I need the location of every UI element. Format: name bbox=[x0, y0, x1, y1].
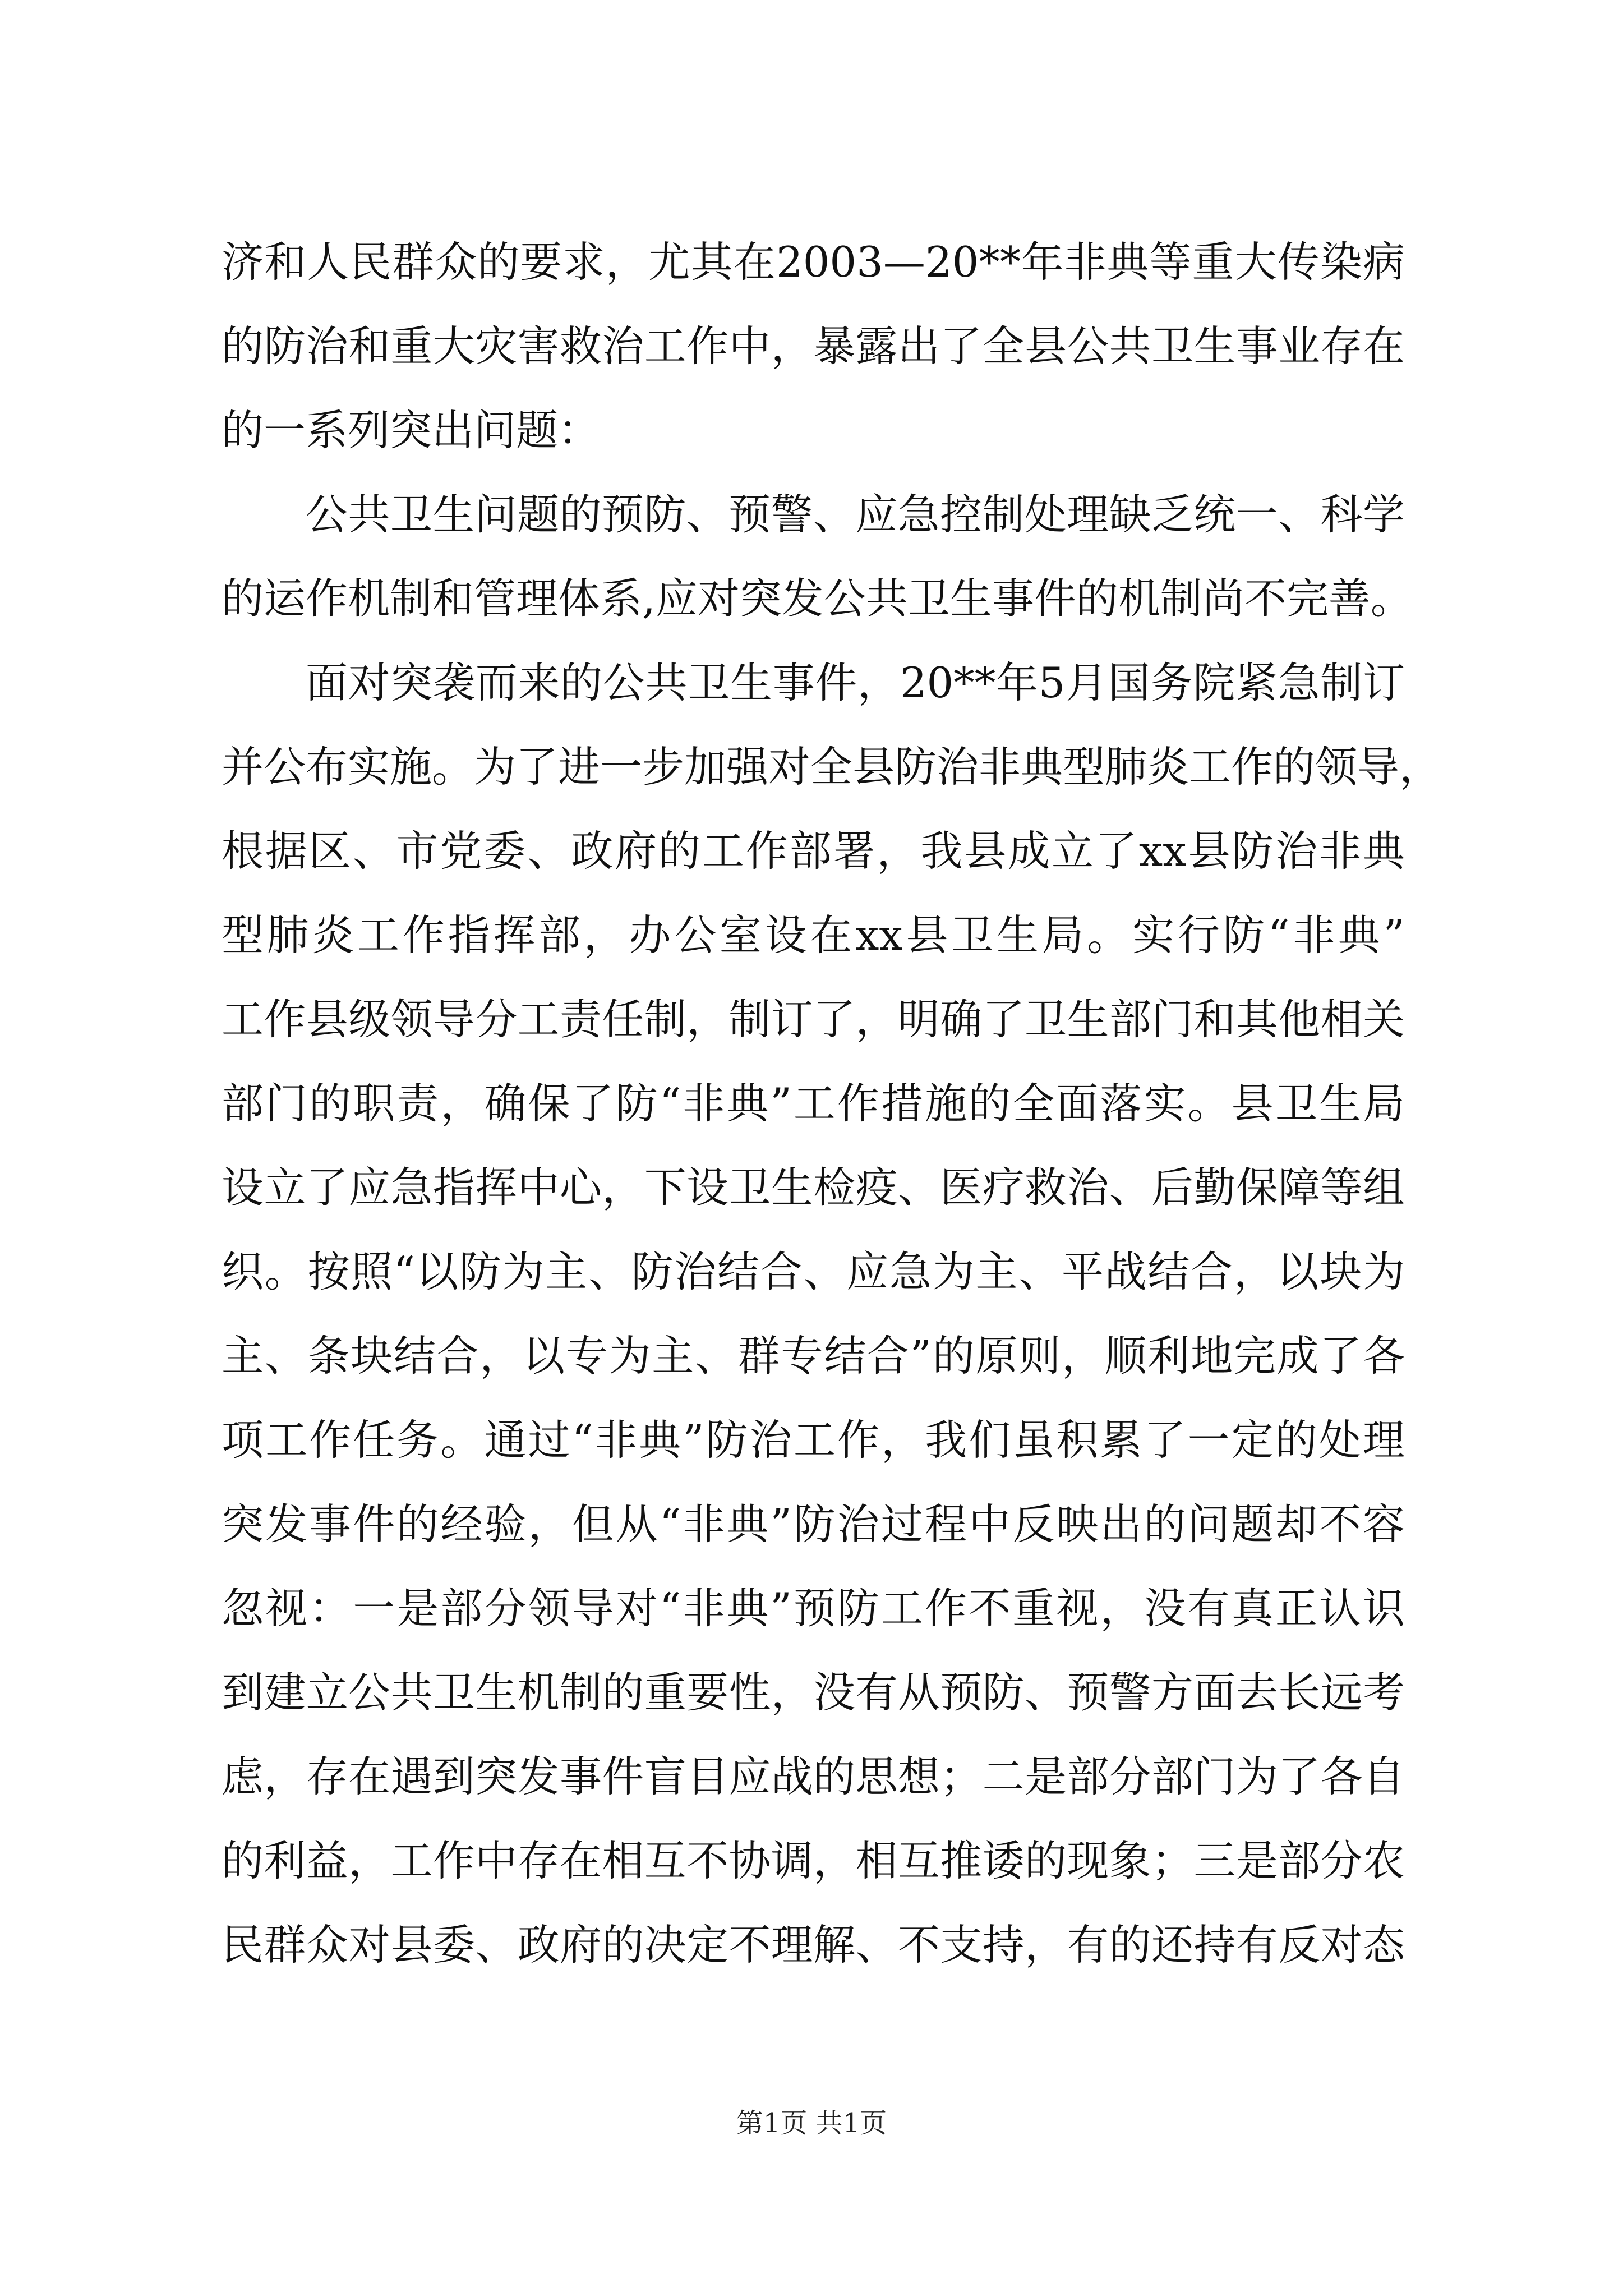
text-line: 到建立公共卫生机制的重要性，没有从预防、预警方面去长远考 bbox=[222, 1668, 1405, 1717]
text-line: 部门的职责，确保了防“非典”工作措施的全面落实。县卫生局 bbox=[222, 1079, 1405, 1128]
text-line: 的运作机制和管理体系,应对突发公共卫生事件的机制尚不完善。 bbox=[222, 574, 1413, 623]
text-line: 型肺炎工作指挥部，办公室设在xx县卫生局。实行防“非典” bbox=[222, 910, 1405, 960]
text-line: 公共卫生问题的预防、预警、应急控制处理缺乏统一、科学 bbox=[306, 490, 1405, 539]
text-line: 的一系列突出问题： bbox=[222, 406, 601, 455]
text-line: 面对突袭而来的公共卫生事件，20**年5月国务院紧急制订 bbox=[306, 658, 1405, 707]
text-line: 虑，存在遇到突发事件盲目应战的思想；二是部分部门为了各自 bbox=[222, 1752, 1405, 1801]
page-footer: 第1页 共1页 bbox=[736, 2108, 887, 2139]
text-line: 民群众对县委、政府的决定不理解、不支持，有的还持有反对态 bbox=[222, 1920, 1405, 1970]
text-line: 设立了应急指挥中心，下设卫生检疫、医疗救治、后勤保障等组 bbox=[222, 1163, 1405, 1212]
text-line: 根据区、市党委、政府的工作部署，我县成立了xx县防治非典 bbox=[222, 826, 1405, 876]
text-line: 的利益，工作中存在相互不协调，相互推诿的现象；三是部分农 bbox=[222, 1836, 1405, 1885]
document-body bbox=[222, 220, 1442, 1987]
text-line: 织。按照“以防为主、防治结合、应急为主、平战结合，以块为 bbox=[222, 1247, 1405, 1296]
text-line: 项工作任务。通过“非典”防治工作，我们虽积累了一定的处理 bbox=[222, 1415, 1405, 1465]
text-line: 忽视：一是部分领导对“非典”预防工作不重视，没有真正认识 bbox=[222, 1584, 1405, 1633]
text-line: 主、条块结合，以专为主、群专结合”的原则，顺利地完成了各 bbox=[222, 1331, 1405, 1381]
text-line: 济和人民群众的要求，尤其在2003—20**年非典等重大传染病 bbox=[222, 237, 1405, 287]
text-line: 突发事件的经验，但从“非典”防治过程中反映出的问题却不容 bbox=[222, 1499, 1405, 1549]
text-line: 的防治和重大灾害救治工作中，暴露出了全县公共卫生事业存在 bbox=[222, 321, 1405, 371]
text-line: 工作县级领导分工责任制，制订了，明确了卫生部门和其他相关 bbox=[222, 995, 1405, 1044]
text-line: 并公布实施。为了进一步加强对全县防治非典型肺炎工作的领导， bbox=[222, 742, 1442, 792]
